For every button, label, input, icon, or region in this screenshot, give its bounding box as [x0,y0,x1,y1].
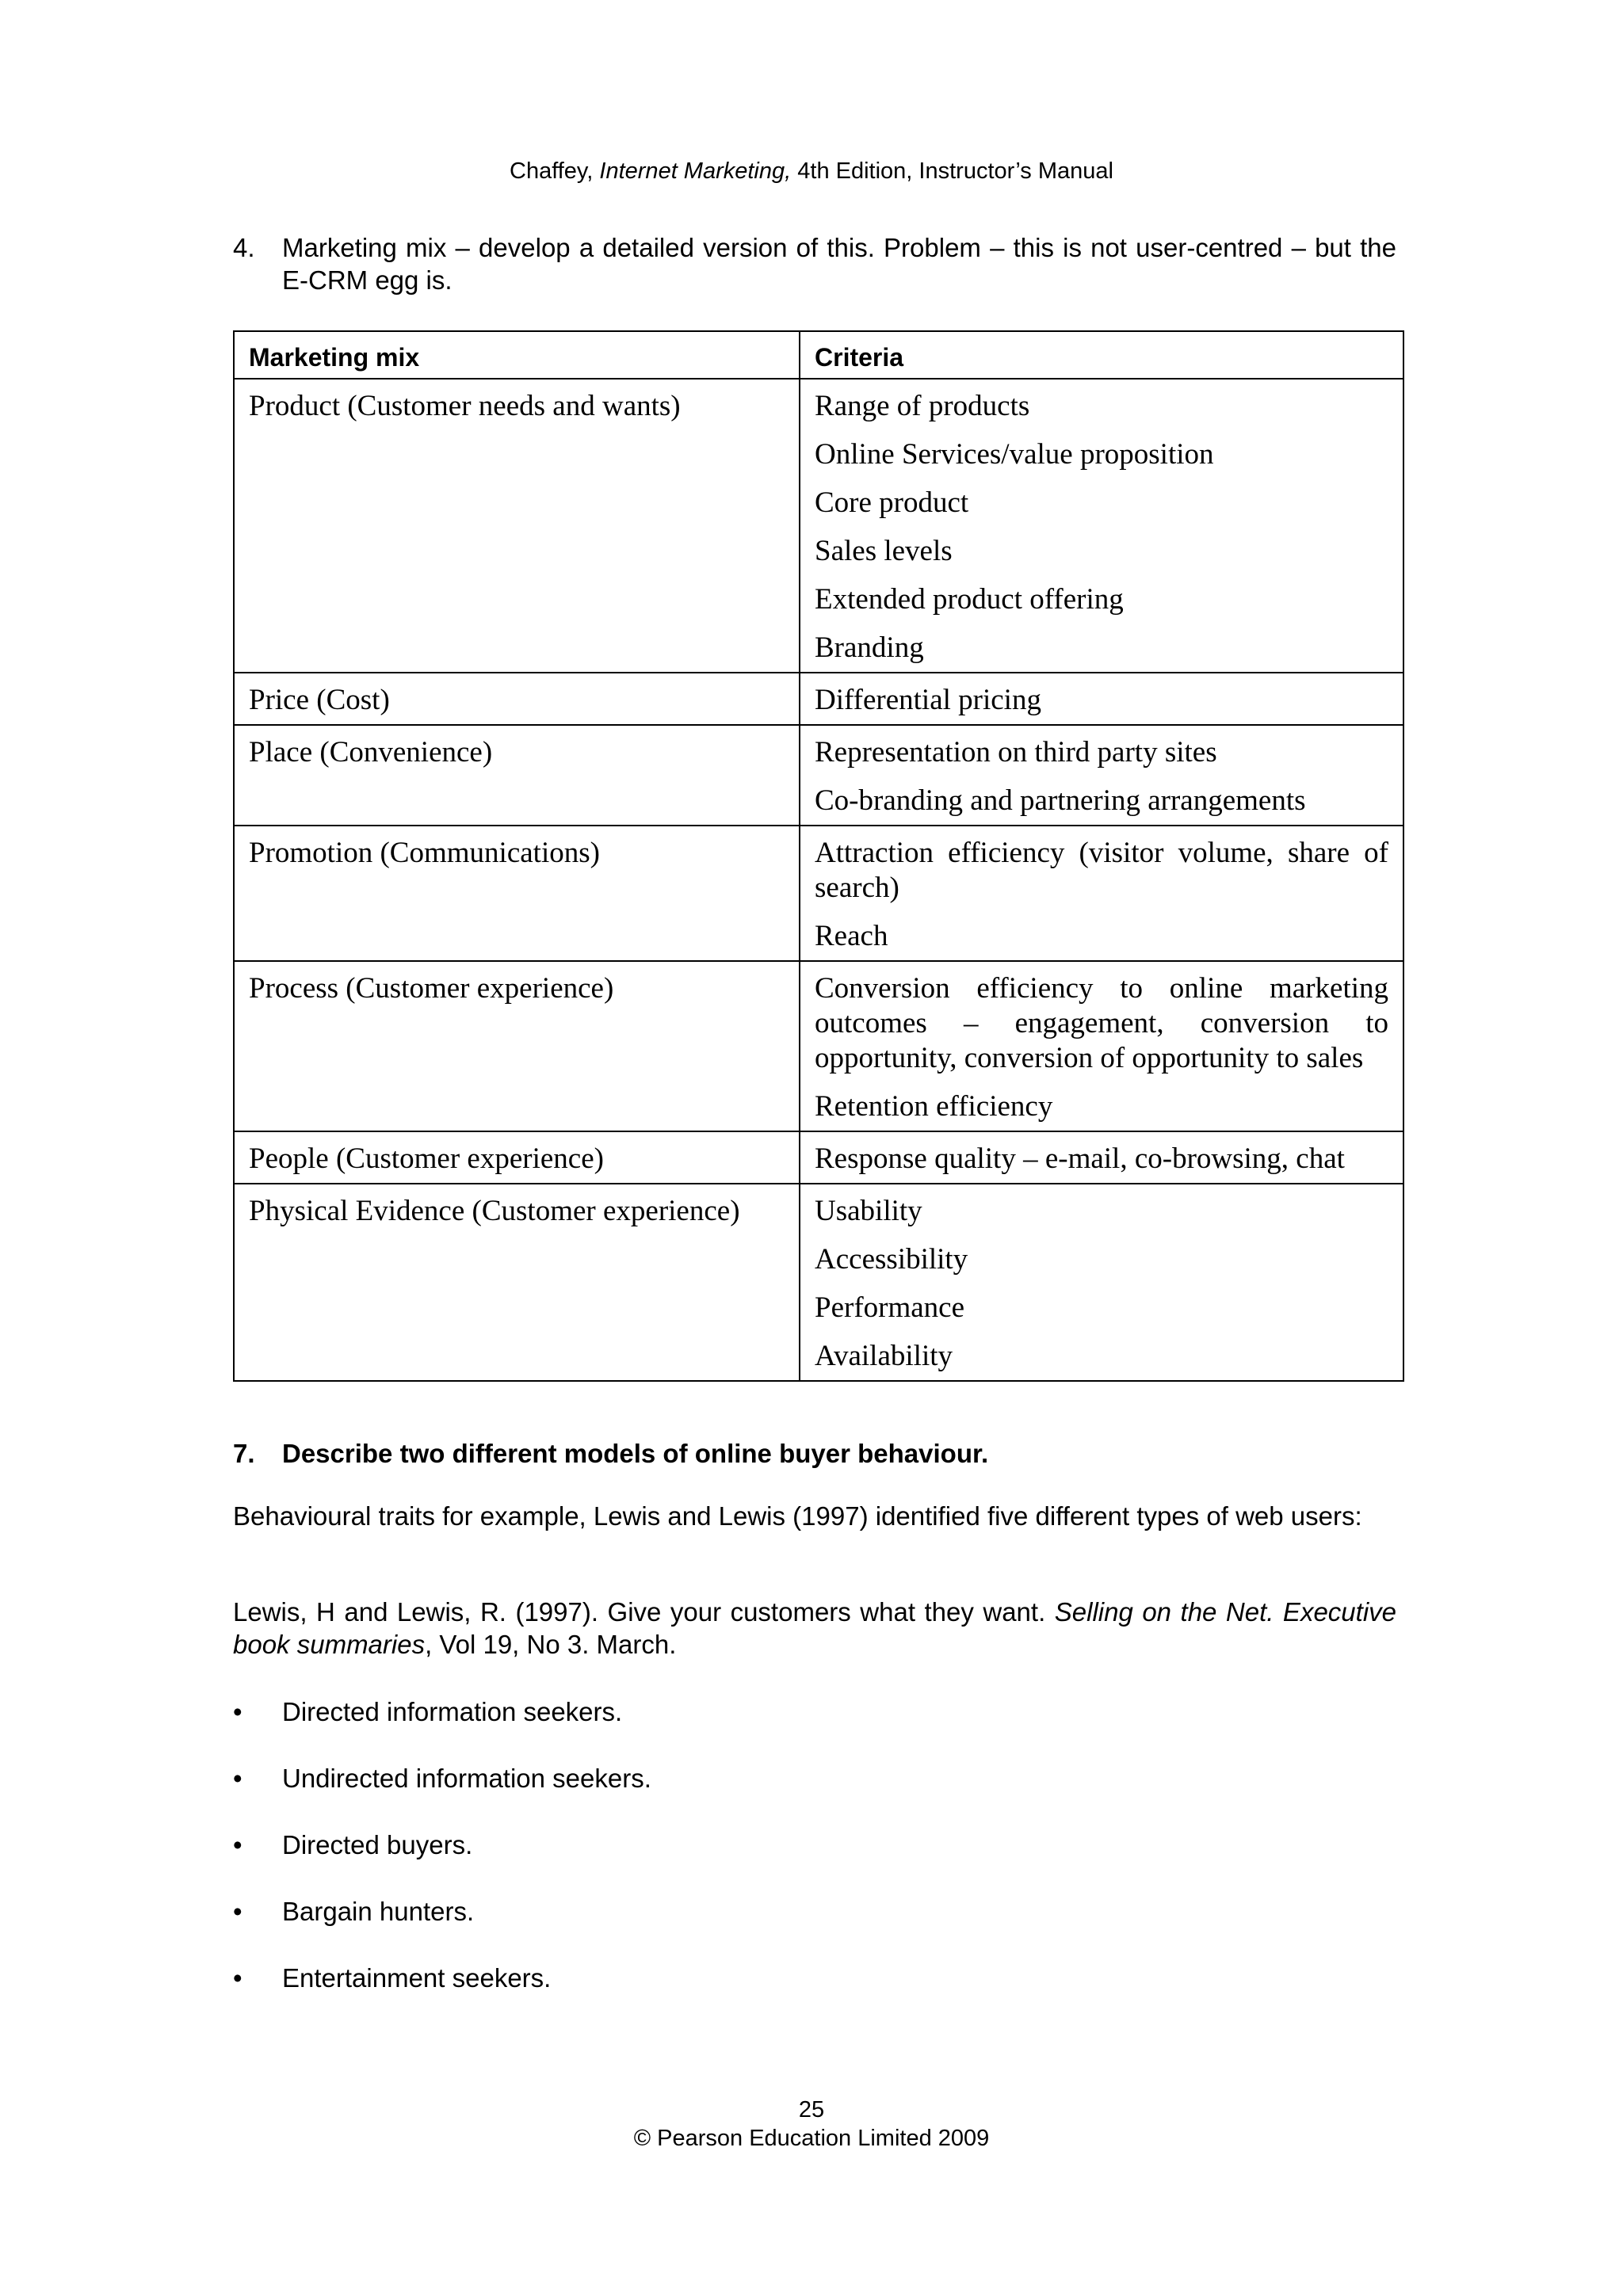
citation-details: , Vol 19, No 3. March. [425,1630,677,1659]
copyright-notice: © Pearson Education Limited 2009 [633,2126,990,2151]
mix-cell: Process (Customer experience) [234,961,800,1131]
criterion: Representation on third party sites [815,736,1217,769]
criteria-cell [800,379,1403,673]
criterion: Sales levels [815,535,953,567]
criterion: Performance [815,1291,965,1324]
bullet-icon: • [233,1897,242,1926]
web-user-types-list [233,1695,1396,2028]
criterion: Extended product offering [815,583,1124,616]
bullet-icon: • [233,1764,242,1793]
criterion: Response quality – e-mail, co-browsing, chat [815,1142,1345,1175]
column-header-marketing-mix: Marketing mix [234,331,800,379]
item-text: Marketing mix – develop a detailed version of this. Problem – this is not user-centred – but the E-CRM egg is. [282,233,1396,295]
list-item-text: Directed buyers. [282,1830,473,1859]
list-item-text: Undirected information seekers. [282,1764,651,1793]
criteria-cell [800,1131,1403,1184]
criterion: Accessibility [815,1243,968,1276]
item-number: 4. [233,233,255,262]
header-edition: 4th Edition, Instructor’s Manual [797,158,1113,184]
header-book-title: Internet Marketing, [599,158,792,184]
list-item-4 [233,231,1396,296]
criteria-cell [800,961,1403,1131]
citation-authors: Lewis, H and Lewis, R. (1997). Give your customers what they want. [233,1597,1046,1627]
bullet-icon: • [233,1830,242,1859]
criterion: Online Services/value proposition [815,438,1214,471]
table-row [234,379,1403,673]
list-item-text: Entertainment seekers. [282,1963,552,1993]
list-item-text: Bargain hunters. [282,1897,475,1926]
table-row [234,961,1403,1131]
criteria-cell [800,1184,1403,1381]
bullet-icon: • [233,1697,242,1726]
citation-source: Selling on the Net. Executive book summaries [233,1597,1397,1659]
mix-cell: Place (Convenience) [234,725,800,826]
question-text: Describe two different models of online buyer behaviour. [282,1439,989,1468]
table-row [234,1184,1403,1381]
mix-cell: Promotion (Communications) [234,826,800,961]
running-header [0,155,1623,187]
list-item-text: Directed information seekers. [282,1697,623,1726]
criterion: Range of products [815,390,1030,422]
criterion: Availability [815,1340,953,1372]
list-item [233,1762,1396,1829]
column-header-criteria: Criteria [800,331,1403,379]
table-row [234,725,1403,826]
list-item [233,1829,1396,1895]
mix-cell: Product (Customer needs and wants) [234,379,800,673]
question-number: 7. [233,1439,255,1468]
mix-cell: Price (Cost) [234,673,800,725]
table-row [234,826,1403,961]
criterion: Usability [815,1195,922,1227]
bullet-icon: • [233,1963,242,1993]
list-item [233,1895,1396,1962]
page-number: 25 [798,2097,825,2122]
criterion: Reach [815,920,888,952]
citation-paragraph [233,1596,1396,1661]
criterion: Differential pricing [815,684,1041,716]
list-item [233,1962,1396,2028]
criterion: Attraction efficiency (visitor volume, share of search) [815,837,1388,904]
mix-cell: People (Customer experience) [234,1131,800,1184]
criteria-cell [800,673,1403,725]
criterion: Retention efficiency [815,1090,1053,1123]
criteria-cell [800,725,1403,826]
mix-cell: Physical Evidence (Customer experience) [234,1184,800,1381]
table-row [234,1131,1403,1184]
criterion: Co-branding and partnering arrangements [815,784,1306,817]
list-item [233,1695,1396,1762]
question-7-heading [233,1437,1396,1470]
marketing-mix-table [233,330,1404,1382]
table-header-row [234,331,1403,379]
criteria-cell [800,826,1403,961]
criterion: Branding [815,631,924,664]
criterion: Core product [815,486,969,519]
table-row [234,673,1403,725]
behavioural-traits-paragraph: Behavioural traits for example, Lewis and Lewis (1997) identified five different types of web users: [233,1501,1362,1531]
criterion: Conversion efficiency to online marketing outcomes – engagement, conversion to opportunity, conversion of opportunity to sales [815,972,1388,1074]
header-author: Chaffey, [510,158,594,184]
